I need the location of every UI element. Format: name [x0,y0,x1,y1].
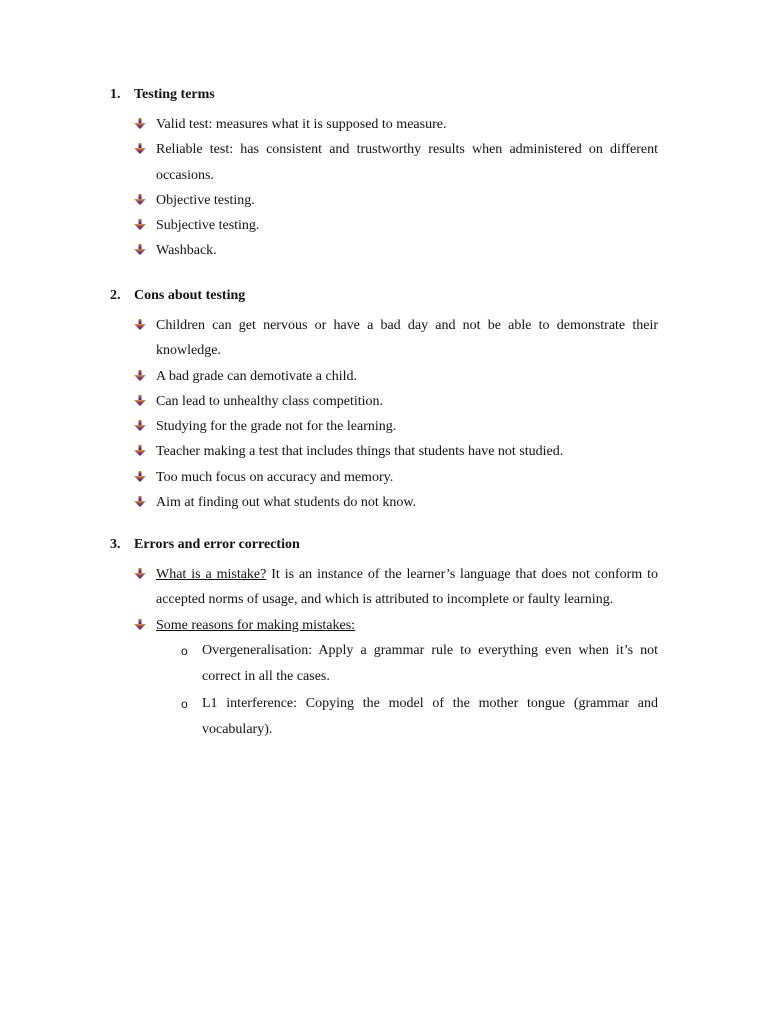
list-item [110,112,658,137]
section-cons-about-testing [110,287,658,515]
arrow-down-bullet-icon [134,395,146,407]
section-title: Errors and error correction [134,537,300,552]
section-number: 3. [110,537,121,552]
section-heading [110,536,658,554]
list-item-text: Objective testing. [156,192,255,208]
circle-bullet-icon: o [181,643,188,658]
arrow-down-bullet-icon [134,319,146,331]
arrow-down-bullet-icon [134,219,146,231]
arrow-down-bullet-icon [134,568,146,580]
arrow-down-bullet-icon [134,370,146,382]
list-item-text: Can lead to unhealthy class competition. [156,393,384,409]
section-heading [110,287,658,305]
list-item-text: Reliable test: has consistent and trustworthy results when administered on different occasions. [156,142,658,183]
sub-list-item-text: L1 interference: Copying the model of the mother tongue (grammar and vocabulary). [202,695,658,738]
section-testing-terms [110,86,658,264]
list-item-text: Washback. [156,243,217,259]
mistake-question: What is a mistake? [156,567,267,582]
reasons-label: Some reasons for making mistakes: [156,617,356,633]
arrow-down-bullet-icon [134,143,146,155]
list-item-text: A bad grade can demotivate a child. [156,368,357,384]
list-item-text: Teacher making a test that includes things that students have not studied. [156,444,564,460]
arrow-down-bullet-icon [134,471,146,483]
section-title: Cons about testing [134,288,246,303]
list-item-text: Aim at finding out what students do not know. [156,495,417,511]
arrow-down-bullet-icon [134,619,146,631]
bullet-list [110,313,658,515]
bullet-list [110,562,658,744]
sub-list [110,638,658,744]
sub-list-item [110,638,658,691]
arrow-down-bullet-icon [134,118,146,130]
list-item [110,213,658,238]
section-errors-and-error-correction [110,536,658,744]
list-item [110,364,658,389]
list-item-text: Subjective testing. [156,218,260,234]
list-item-text: Valid test: measures what it is supposed to measure. [156,117,447,132]
sub-list-item [110,691,658,744]
section-heading [110,86,658,104]
section-title: Testing terms [134,87,215,102]
mistake-answer: It is an instance of the learner’s language that does not conform to accepted norms of usage, and which is attributed to incomplete or faulty learning. [156,567,658,608]
circle-bullet-icon: o [181,696,188,711]
list-item [110,238,658,263]
arrow-down-bullet-icon [134,445,146,457]
section-number: 2. [110,288,121,303]
arrow-down-bullet-icon [134,496,146,508]
list-item-text: Children can get nervous or have a bad day and not be able to demonstrate their knowledge. [156,318,658,359]
list-item [110,389,658,414]
list-item [110,188,658,213]
list-item [110,313,658,364]
arrow-down-bullet-icon [134,244,146,256]
list-item-reasons [110,613,658,638]
bullet-list [110,112,658,264]
list-item-mistake-definition [110,562,658,613]
list-item [110,414,658,439]
section-number: 1. [110,87,121,102]
sub-list-item-text: Overgeneralisation: Apply a grammar rule to everything even when it’s not correct in all the cases. [202,642,658,685]
list-item-text: Too much focus on accuracy and memory. [156,469,394,485]
arrow-down-bullet-icon [134,194,146,206]
arrow-down-bullet-icon [134,420,146,432]
list-item [110,137,658,188]
list-item [110,490,658,515]
list-item [110,465,658,490]
list-item [110,439,658,464]
list-item-text: Studying for the grade not for the learning. [156,419,397,435]
